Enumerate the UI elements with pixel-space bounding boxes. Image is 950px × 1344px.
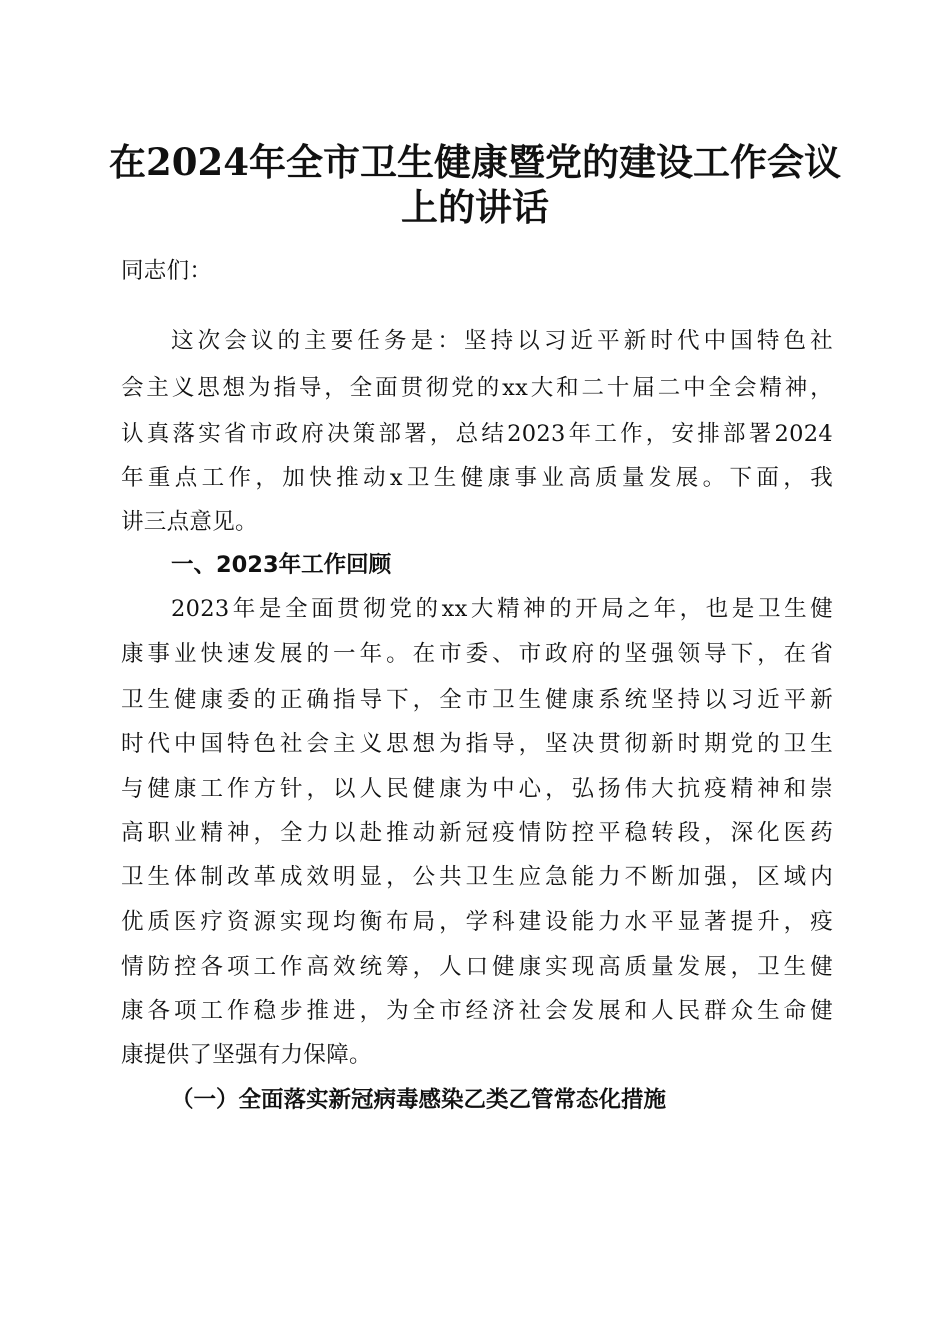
- salutation: 同志们：: [121, 258, 213, 284]
- section-line: 卫生体制改革成效明显，公共卫生应急能力不断加强，区域内: [121, 864, 833, 890]
- section-line: 时代中国特色社会主义思想为指导，坚决贯彻新时期党的卫生: [121, 731, 833, 757]
- intro-line: 年重点工作，加快推动x卫生健康事业高质量发展。下面，我: [121, 465, 833, 491]
- section-heading: 一、2023年工作回顾: [171, 552, 392, 578]
- intro-line: 讲三点意见。: [121, 509, 258, 535]
- section-line: 优质医疗资源实现均衡布局，学科建设能力水平显著提升，疫: [121, 909, 833, 935]
- intro-line: 会主义思想为指导，全面贯彻党的xx大和二十届二中全会精神，: [121, 375, 833, 401]
- subsection-heading: （一）全面落实新冠病毒感染乙类乙管常态化措施: [171, 1087, 667, 1113]
- intro-line: 认真落实省市政府决策部署，总结2023年工作，安排部署2024: [121, 421, 833, 447]
- section-line: 康提供了坚强有力保障。: [121, 1042, 372, 1068]
- intro-line: 这次会议的主要任务是：坚持以习近平新时代中国特色社: [171, 328, 833, 354]
- document-title-line-2: 上的讲话: [401, 185, 549, 229]
- section-line: 2023年是全面贯彻党的xx大精神的开局之年，也是卫生健: [171, 596, 833, 622]
- document-title-line-1: 在2024年全市卫生健康暨党的建设工作会议: [109, 140, 841, 184]
- section-line: 康各项工作稳步推进，为全市经济社会发展和人民群众生命健: [121, 998, 833, 1024]
- section-line: 情防控各项工作高效统筹，人口健康实现高质量发展，卫生健: [121, 954, 833, 980]
- section-line: 高职业精神，全力以赴推动新冠疫情防控平稳转段，深化医药: [121, 820, 833, 846]
- section-line: 卫生健康委的正确指导下，全市卫生健康系统坚持以习近平新: [121, 687, 833, 713]
- section-line: 与健康工作方针，以人民健康为中心，弘扬伟大抗疫精神和崇: [121, 776, 833, 802]
- section-line: 康事业快速发展的一年。在市委、市政府的坚强领导下，在省: [121, 641, 833, 667]
